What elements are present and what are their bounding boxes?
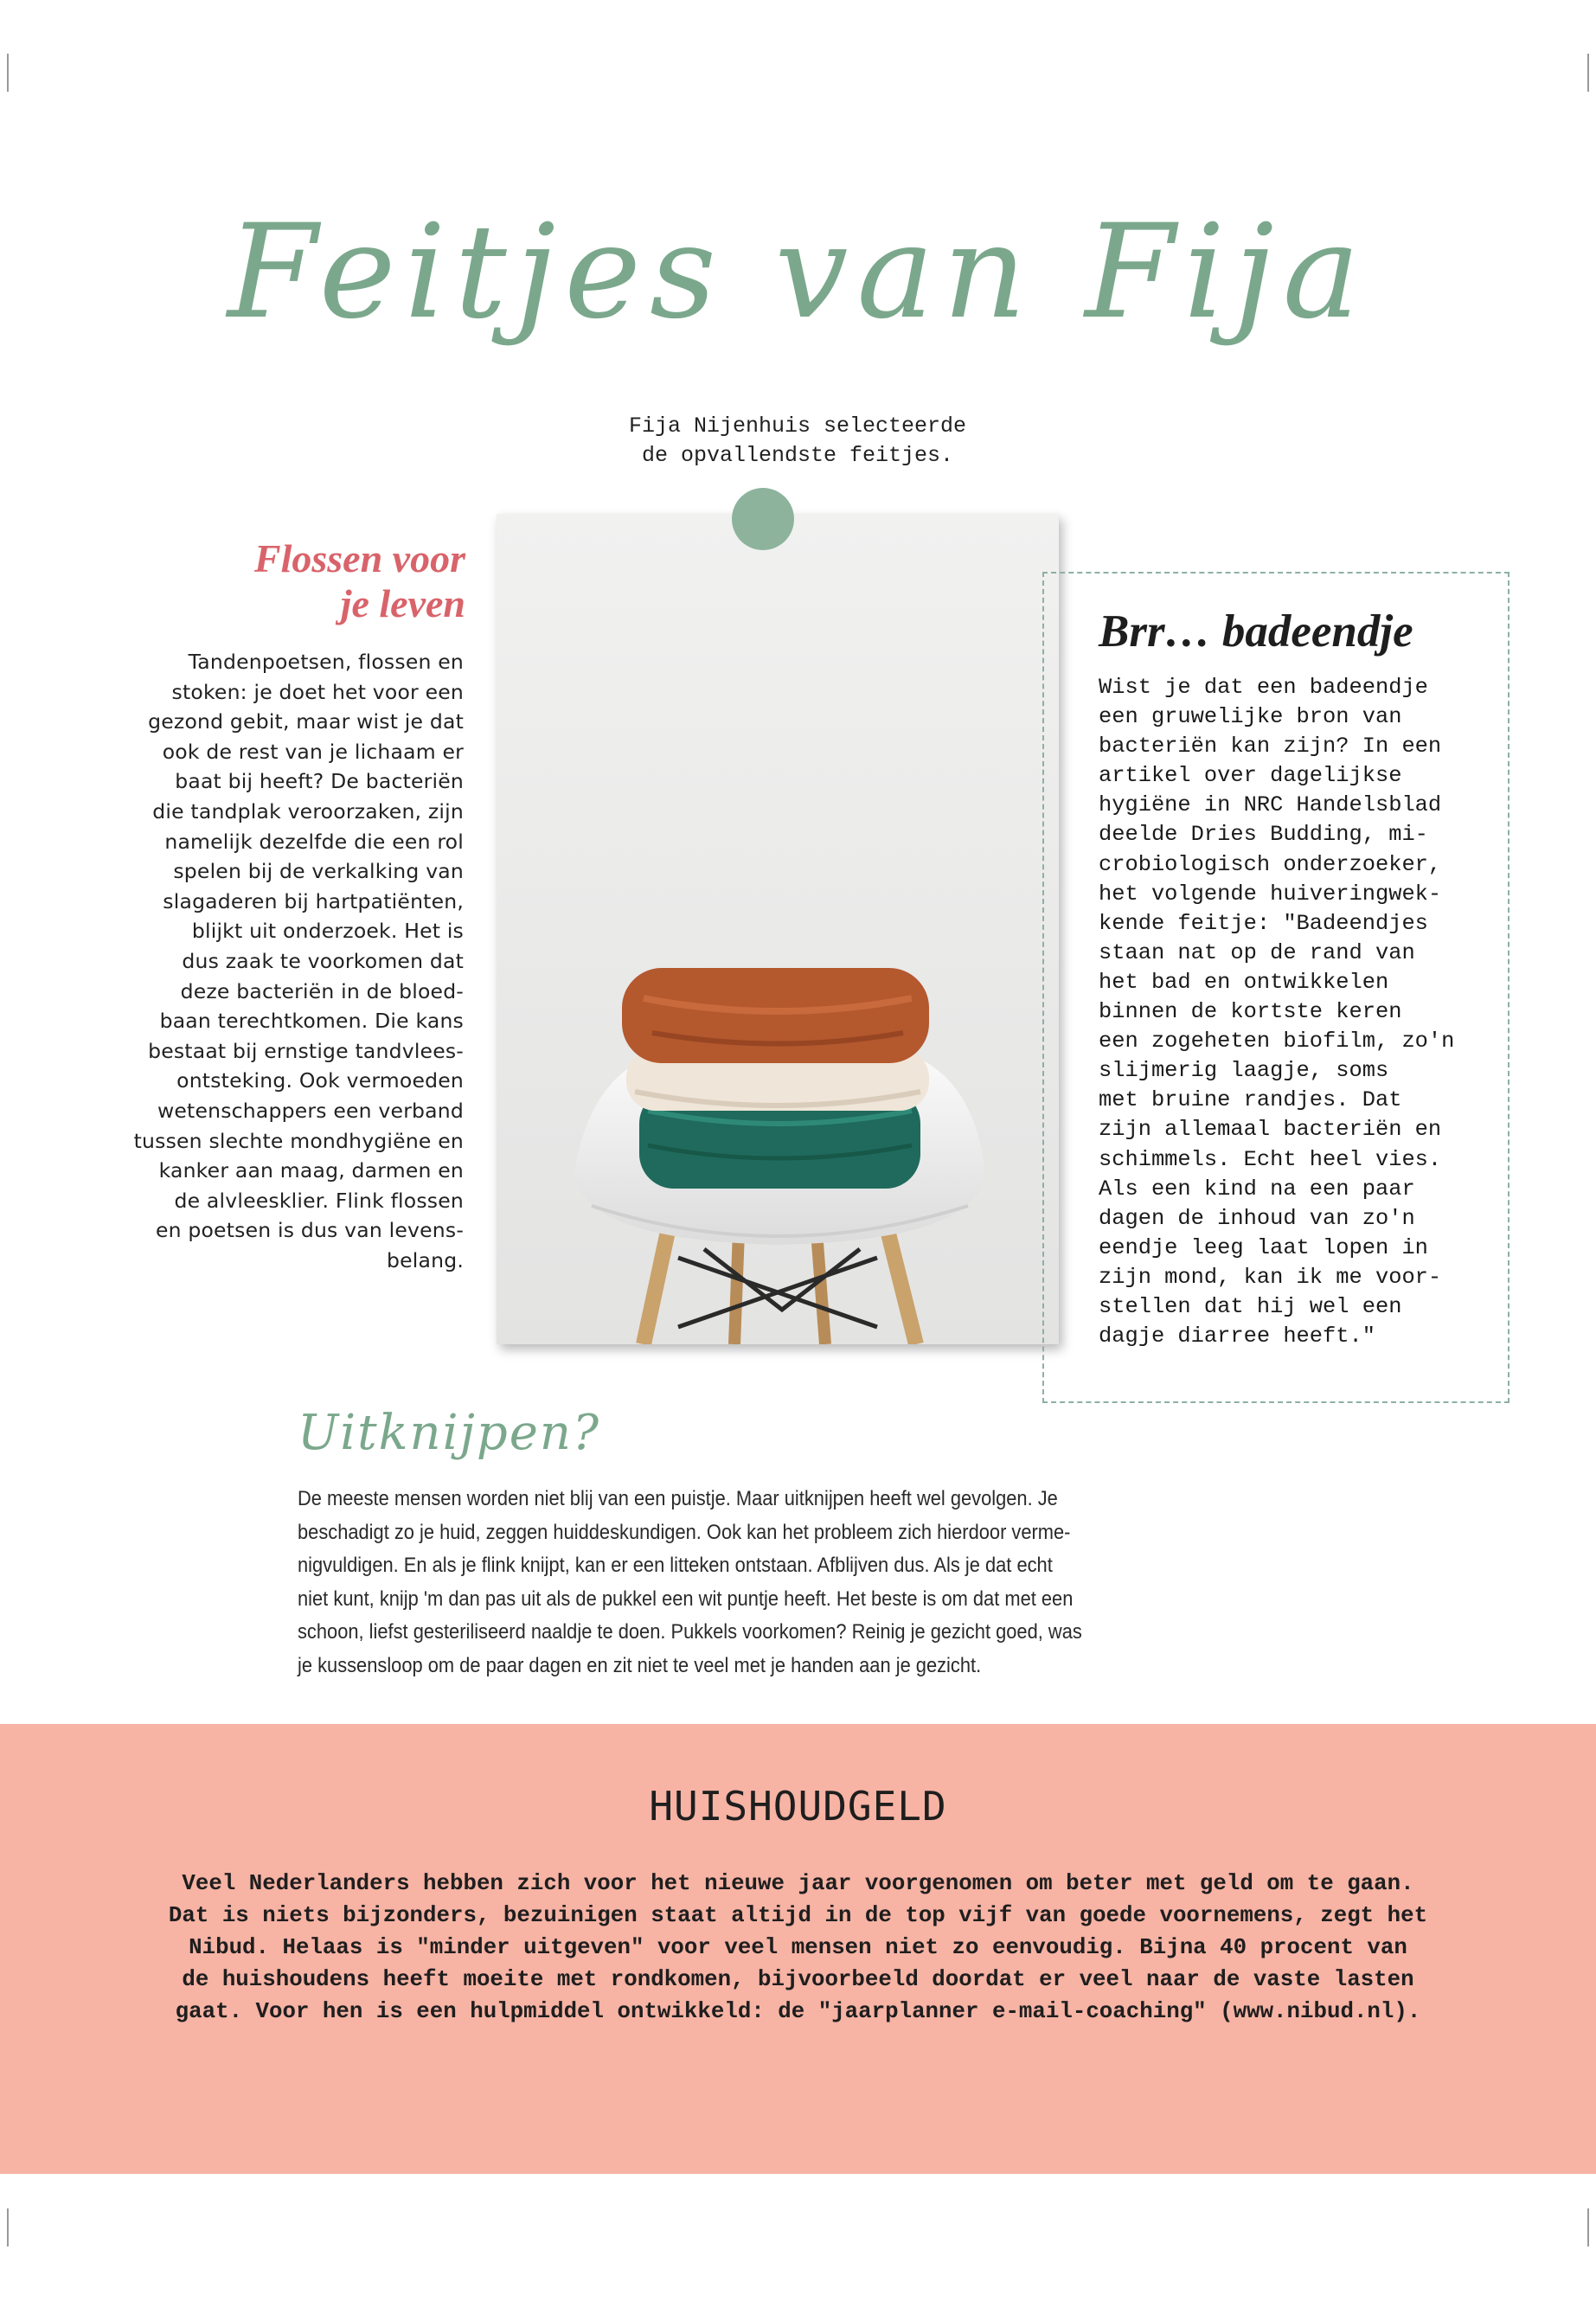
sweaters-on-chair-photo — [497, 514, 1059, 1344]
band-body — [0, 1868, 1596, 2028]
text-line: die tandplak veroorzaken, zijn — [152, 798, 464, 824]
text-line: en poetsen is dus van levens- — [155, 1218, 464, 1243]
text-line: bacteriën kan zijn? In een — [1099, 734, 1442, 760]
text-line: gaat. Voor hen is een hulpmiddel ontwikkeld: de "jaarplanner e-mail-coaching" (www.nibud.nl). — [175, 1999, 1421, 2024]
text-line: dagen de inhoud van zo'n — [1099, 1205, 1415, 1231]
text-line: zijn allemaal bacteriën en — [1099, 1117, 1442, 1143]
text-line: blijkt uit onderzoek. Het is — [191, 919, 464, 944]
left-article-body — [130, 647, 464, 1275]
text-line: tussen slechte mondhygiëne en — [133, 1128, 464, 1153]
text-line: de huishoudens heeft moeite met rondkomen, bijvoorbeeld doordat er veel naar de vaste lasten — [182, 1967, 1414, 1992]
text-line: De meeste mensen worden niet blij van een puistje. Maar uitknijpen heeft wel gevolgen. Je — [298, 1487, 1058, 1510]
text-line: crobiologisch onderzoeker, — [1099, 851, 1442, 877]
text-line: eendje leeg laat lopen in — [1099, 1234, 1428, 1260]
text-line: Tandenpoetsen, flossen en — [188, 650, 464, 674]
left-article-heading — [138, 536, 465, 626]
crop-mark-bottom-left — [7, 2208, 9, 2247]
text-line: belang. — [387, 1247, 464, 1272]
text-line: namelijk dezelfde die een rol — [164, 829, 464, 854]
text-line: gezond gebit, maar wist je dat — [148, 709, 464, 734]
pin-dot — [732, 488, 794, 550]
text-line: niet kunt, knijp 'm dan pas uit als de pukkel een wit puntje heeft. Het beste is om dat met een — [298, 1586, 1074, 1611]
text-line: ook de rest van je lichaam er — [162, 739, 464, 764]
middle-article-body — [298, 1483, 1082, 1682]
page-subtitle — [538, 412, 1057, 471]
text-line: binnen de kortste keren — [1099, 999, 1402, 1025]
heading-line: Flossen voor — [253, 536, 465, 580]
text-line: stellen dat hij wel een — [1099, 1293, 1402, 1319]
text-line: slagaderen bij hartpatiënten, — [163, 888, 464, 913]
text-line: de alvleesklier. Flink flossen — [174, 1188, 464, 1213]
text-line: je kussensloop om de paar dagen en zit niet te veel met je handen aan je gezicht. — [298, 1653, 982, 1677]
text-line: ontsteking. Ook vermoeden — [176, 1068, 464, 1093]
text-line: spelen bij de verkalking van — [173, 859, 464, 884]
text-line: artikel over dagelijkse — [1099, 763, 1402, 789]
text-line: beschadigt zo je huid, zeggen huiddeskundigen. Ook kan het probleem zich hierdoor verme- — [298, 1520, 1071, 1544]
text-line: het bad en ontwikkelen — [1099, 969, 1389, 995]
middle-article-heading: Uitknijpen? — [298, 1405, 600, 1461]
crop-mark-bottom-right — [1587, 2208, 1589, 2247]
text-line: baat bij heeft? De bacteriën — [175, 769, 464, 794]
subtitle-line: Fija Nijenhuis selecteerde — [628, 413, 967, 439]
right-article-heading: Brr… badeendje — [1099, 606, 1413, 657]
folded-sweaters — [622, 968, 929, 1189]
band-heading: HUISHOUDGELD — [649, 1783, 947, 1830]
right-article-body — [1099, 673, 1497, 1351]
subtitle-line: de opvallendste feitjes. — [641, 443, 954, 468]
text-line: een gruwelijke bron van — [1099, 704, 1402, 730]
text-line: zijn mond, kan ik me voor- — [1099, 1264, 1442, 1290]
text-line: bestaat bij ernstige tandvlees- — [148, 1038, 464, 1063]
text-line: dus zaak te voorkomen dat — [182, 948, 464, 973]
crop-mark-top-right — [1587, 54, 1589, 92]
heading-line: je leven — [340, 581, 465, 625]
text-line: slijmerig laagje, soms — [1099, 1058, 1389, 1084]
text-line: Veel Nederlanders hebben zich voor het nieuwe jaar voorgenomen om beter met geld om te gaan. — [182, 1871, 1414, 1896]
text-line: schoon, liefst gesteriliseerd naaldje te doen. Pukkels voorkomen? Reinig je gezicht goed, was — [298, 1620, 1082, 1644]
text-line: Dat is niets bijzonders, bezuinigen staat altijd in de top vijf van goede voornemens, zegt het — [168, 1903, 1428, 1928]
text-line: deelde Dries Budding, mi- — [1099, 822, 1428, 848]
text-line: staan nat op de rand van — [1099, 939, 1415, 965]
text-line: kende feitje: "Badeendjes — [1099, 910, 1428, 936]
text-line: hygiëne in NRC Handelsblad — [1099, 792, 1442, 818]
page-title: Feitjes van Fija — [227, 197, 1369, 348]
text-line: een zogeheten biofilm, zo'n — [1099, 1029, 1455, 1054]
text-line: met bruine randjes. Dat — [1099, 1087, 1402, 1113]
text-line: Nibud. Helaas is "minder uitgeven" voor veel mensen niet zo eenvoudig. Bijna 40 procent van — [189, 1935, 1407, 1960]
text-line: kanker aan maag, darmen en — [158, 1158, 464, 1183]
text-line: Wist je dat een badeendje — [1099, 675, 1428, 700]
text-line: stoken: je doet het voor een — [171, 679, 464, 704]
text-line: wetenschappers een verband — [157, 1098, 464, 1123]
text-line: dagje diarree heeft." — [1099, 1324, 1375, 1349]
text-line: deze bacteriën in de bloed- — [180, 978, 464, 1003]
crop-mark-top-left — [7, 54, 9, 92]
text-line: Als een kind na een paar — [1099, 1176, 1415, 1202]
text-line: het volgende huiveringwek- — [1099, 881, 1442, 907]
text-line: schimmels. Echt heel vies. — [1099, 1146, 1442, 1172]
text-line: baan terechtkomen. Die kans — [159, 1009, 464, 1034]
text-line: nigvuldigen. En als je flink knijpt, kan er een litteken ontstaan. Afblijven dus. Als je dat echt — [298, 1554, 1053, 1577]
